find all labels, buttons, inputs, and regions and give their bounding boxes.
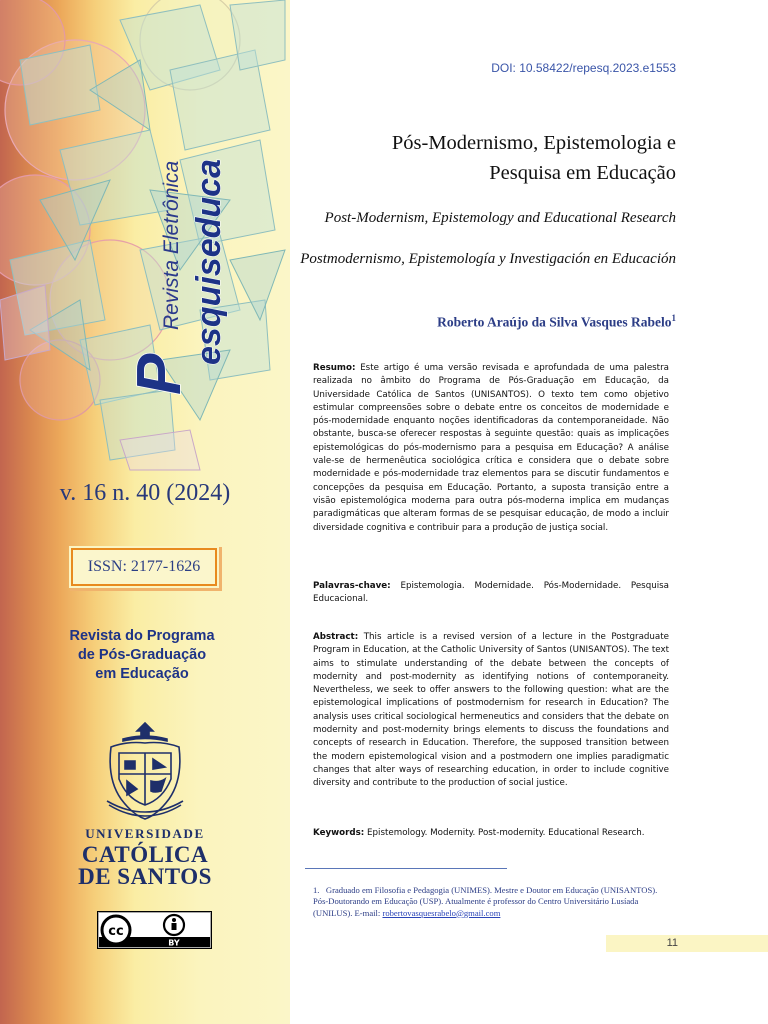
svg-text:cc: cc [108,924,124,939]
license-badge-text: BY [168,938,180,948]
palavras-chave-label: Palavras-chave: [313,581,391,591]
abstract-paragraph [313,631,669,791]
creative-commons-license-badge [97,911,212,949]
resumo-paragraph [313,362,669,535]
footnote [313,885,669,919]
svg-text:Revista Eletrônica: Revista Eletrônica [160,160,183,330]
article-title [296,128,676,188]
svg-text:esquiseduca: esquiseduca [190,159,228,365]
author-name-text: Roberto Araújo da Silva Vasques Rabelo [437,314,672,330]
journal-sidebar [0,0,290,1024]
footnote-text: Graduado em Filosofia e Pedagogia (UNIMES). Mestre e Doutor em Educação (UNISANTOS). Pós-Doutorando em Educação (USP). Atualmente é professor do Centro Universitário Lusíada (UNILUS). E-mail: [313,885,658,918]
doi-link[interactable]: DOI: 10.58422/repesq.2023.e1553 [491,61,676,75]
footnote-divider [305,868,507,869]
cc-icon [102,916,130,944]
issn-badge: ISSN: 2177-1626 [71,548,217,586]
author-email-link[interactable]: robertovasquesrabelo@gmail.com [382,907,501,918]
volume-issue: v. 16 n. 40 (2024) [59,480,231,506]
program-line: Revista do Programa [69,628,215,644]
author-name [437,313,676,331]
university-crest-icon [103,719,187,823]
university-line: UNIVERSIDADE [85,826,205,841]
journal-logo [125,70,250,400]
article-title-spanish: Postmodernismo, Epistemología y Investigación en Educación [300,251,676,267]
abstract-text: This article is a revised version of a lecture in the Postgraduate Program in Education, at the Catholic University of Santos (UNISANTOS). The text aims to stimulate understanding of the debate between the concepts of modernity and post-modernity as identifying notions of contemporaneity. Nevertheless, we seek to offer answers to the following question: what are the epistemological implications of postmodernism for research in Education? The analysis uses critical sociological hermeneutics and considers that the debate on modernity and post-modernity brings elements to discuss the foundations and concepts of research in Education. Therefore, the supposed transition between the modern epistemological vision and a postmodern one implies paradigmatic changes that alter ways of researching education, in order to include cognitive diversity and contribute to the production of social justice. [313,632,669,789]
page-number-bar [606,935,768,952]
resumo-text: Este artigo é uma versão revisada e aprofundada de uma palestra realizada no âmbito do Programa de Pós-Graduação em Educação, da Universidade Católica de Santos (UNISANTOS). O texto tem como objetivo estimular compreensões sobre o debate entre os conceitos de modernidade e pós-modernidade enquanto noções identificadoras da contemporaneidade. Não obstante, busca-se oferecer respostas à seguinte questão: quais as implicações epistemológicas do pós-modernismo para a pesquisa em Educação? A análise vale-se de hermenêutica sociológica crítica e considera que o debate sobre modernidade e pós-modernidade traz elementos para se discutir fundamentos e concepções da pesquisa em Educação. Portanto, a suposta transição entre a visão epistemológica moderna para outra pós-moderna implica em mudanças paradigmáticas que alteram formas de se pesquisar educação, de modo a incluir diversidade cognitiva e contribuir para a produção de justiça social. [313,363,669,533]
university-line: CATÓLICA [81,842,209,867]
attribution-icon [164,915,184,935]
article-title-english: Post-Modernism, Epistemology and Educational Research [324,210,676,226]
footnote-number: 1. [313,885,320,895]
resumo-label: Resumo: [313,363,356,373]
program-line: de Pós-Graduação [77,647,207,663]
keywords-label: Keywords: [313,828,365,838]
program-title [52,627,232,684]
page-number: 11 [666,937,678,949]
title-line: Pesquisa em Educação [489,162,676,184]
svg-text:P: P [125,353,194,395]
university-name [70,826,220,888]
abstract-label: Abstract: [313,632,359,642]
title-line: Pós-Modernismo, Epistemologia e [391,132,676,154]
university-line: DE SANTOS [78,864,212,889]
program-line: em Educação [95,666,189,682]
footnote-marker[interactable]: 1 [671,313,676,323]
keywords-paragraph [313,827,669,840]
palavras-chave-paragraph [313,580,669,607]
palavras-chave-text: Epistemologia. Modernidade. Pós-Modernidade. Pesquisa Educacional. [313,581,669,605]
keywords-text: Epistemology. Modernity. Post-modernity. Educational Research. [367,828,645,838]
